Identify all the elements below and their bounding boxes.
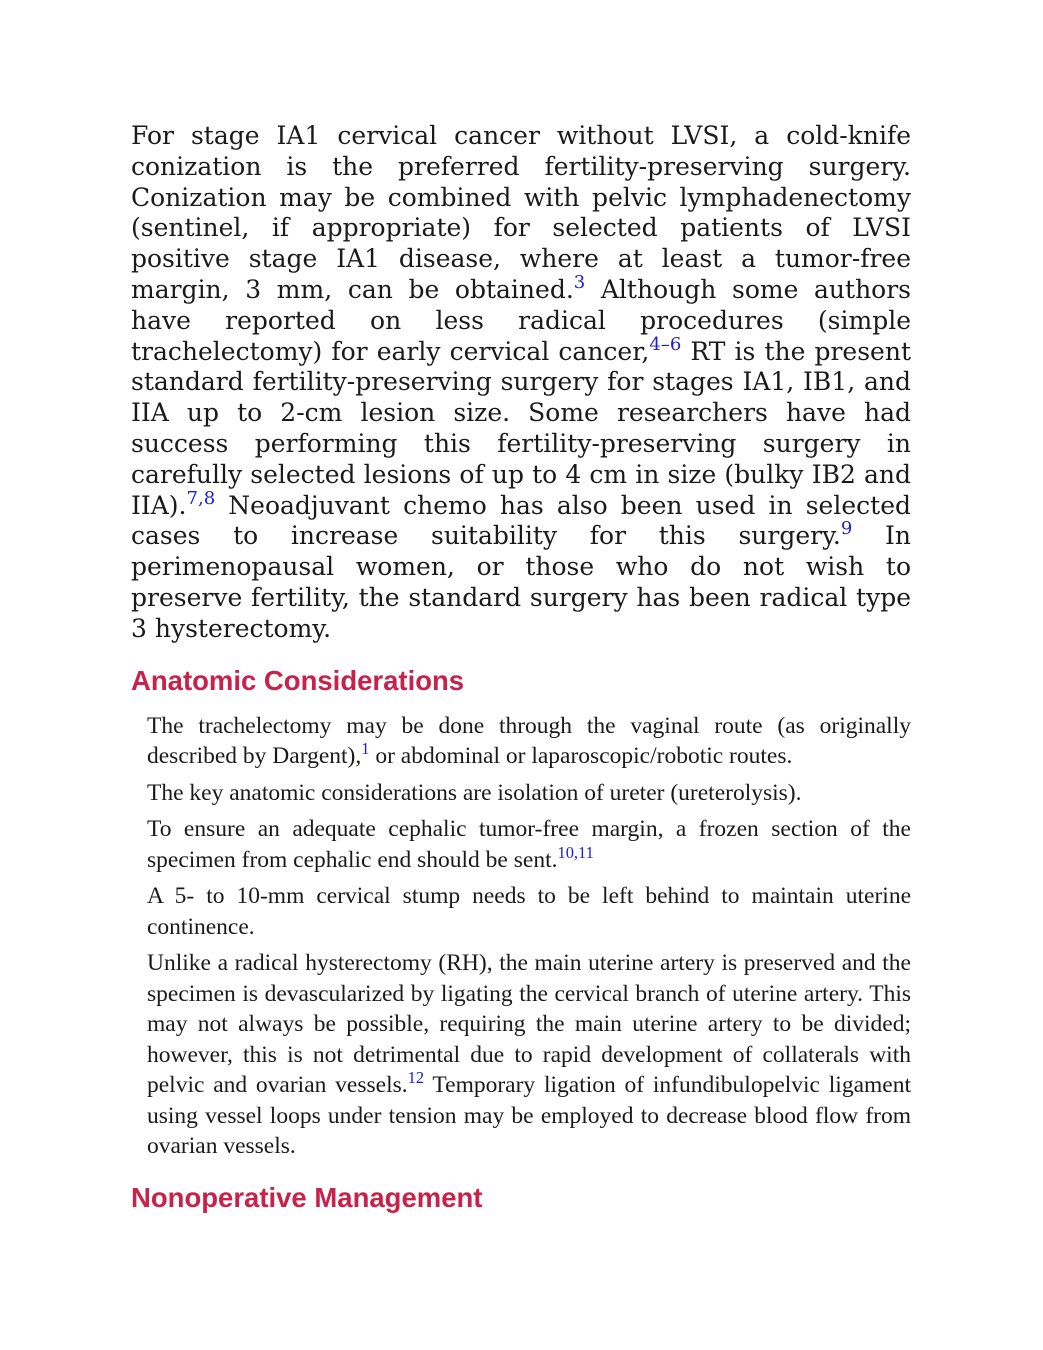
reference-link-12[interactable]: 12 <box>407 1068 425 1087</box>
list-item-text: Temporary ligation of infundibulopelvic ligament using vessel loops under tension may be employed to decrease blood flow from ovarian vessels. <box>147 1072 911 1160</box>
reference-link-9[interactable]: 9 <box>840 518 853 540</box>
reference-link-10-11[interactable]: 10,11 <box>557 842 594 862</box>
list-item-text: To ensure an adequate cephalic tumor-free margin, a frozen section of the specimen from cephalic end should be sent. <box>147 816 911 873</box>
document-page <box>131 121 911 1214</box>
list-item-text: A 5- to 10-mm cervical stump needs to be left behind to maintain uterine continence. <box>147 883 911 940</box>
intro-text-3: RT is the present standard fertility-preserving surgery for stages IA1, IB1, and IIA up to 2-cm lesion size. Some researchers have had success performing this fertility-preserving surgery in carefully selected lesions of up to 4 cm in size (bulky IB2 and IIA). <box>131 336 912 520</box>
intro-text-5: In perimenopausal women, or those who do not wish to preserve fertility, the standard surgery has been radical type 3 hysterectomy. <box>131 521 911 643</box>
list-item <box>147 778 911 809</box>
nonoperative-management-heading: Nonoperative Management <box>131 1181 483 1213</box>
reference-link-4-6[interactable]: 4–6 <box>649 333 682 355</box>
intro-paragraph <box>131 121 911 645</box>
intro-text-1: For stage IA1 cervical cancer without LVSI, a cold-knife conization is the preferred fertility-preserving surgery. Conization may be combined with pelvic lymphadenectomy (sentinel, if appropriate) for selected patients of LVSI positive stage IA1 disease, where at least a tumor-free margin, 3 mm, can be obtained. <box>131 121 911 304</box>
anatomic-considerations-list <box>147 711 911 1162</box>
reference-link-3[interactable]: 3 <box>573 272 586 294</box>
list-item-text: The key anatomic considerations are isolation of ureter (ureterolysis). <box>147 779 802 806</box>
list-item-text: The trachelectomy may be done through the vaginal route (as originally described by Dargent), <box>147 712 911 770</box>
list-item <box>147 881 911 942</box>
list-item <box>147 948 911 1162</box>
intro-text-4: Neoadjuvant chemo has also been used in selected cases to increase suitability for this surgery. <box>131 490 911 551</box>
list-item <box>147 814 911 875</box>
list-item <box>147 711 911 772</box>
anatomic-considerations-heading: Anatomic Considerations <box>131 664 465 696</box>
intro-text-2: Although some authors have reported on less radical procedures (simple trachelectomy) for early cervical cancer, <box>131 274 911 366</box>
reference-link-1[interactable]: 1 <box>361 739 370 758</box>
list-item-text: Unlike a radical hysterectomy (RH), the main uterine artery is preserved and the specimen is devascularized by ligating the cervical branch of uterine artery. This may not always be possible, requiring the main uterine artery to be divided; however, this is not detrimental due to rapid development of collaterals with pelvic and ovarian vessels. <box>147 950 911 1099</box>
list-item-text: or abdominal or laparoscopic/robotic routes. <box>369 743 793 770</box>
reference-link-7-8[interactable]: 7,8 <box>186 487 216 509</box>
